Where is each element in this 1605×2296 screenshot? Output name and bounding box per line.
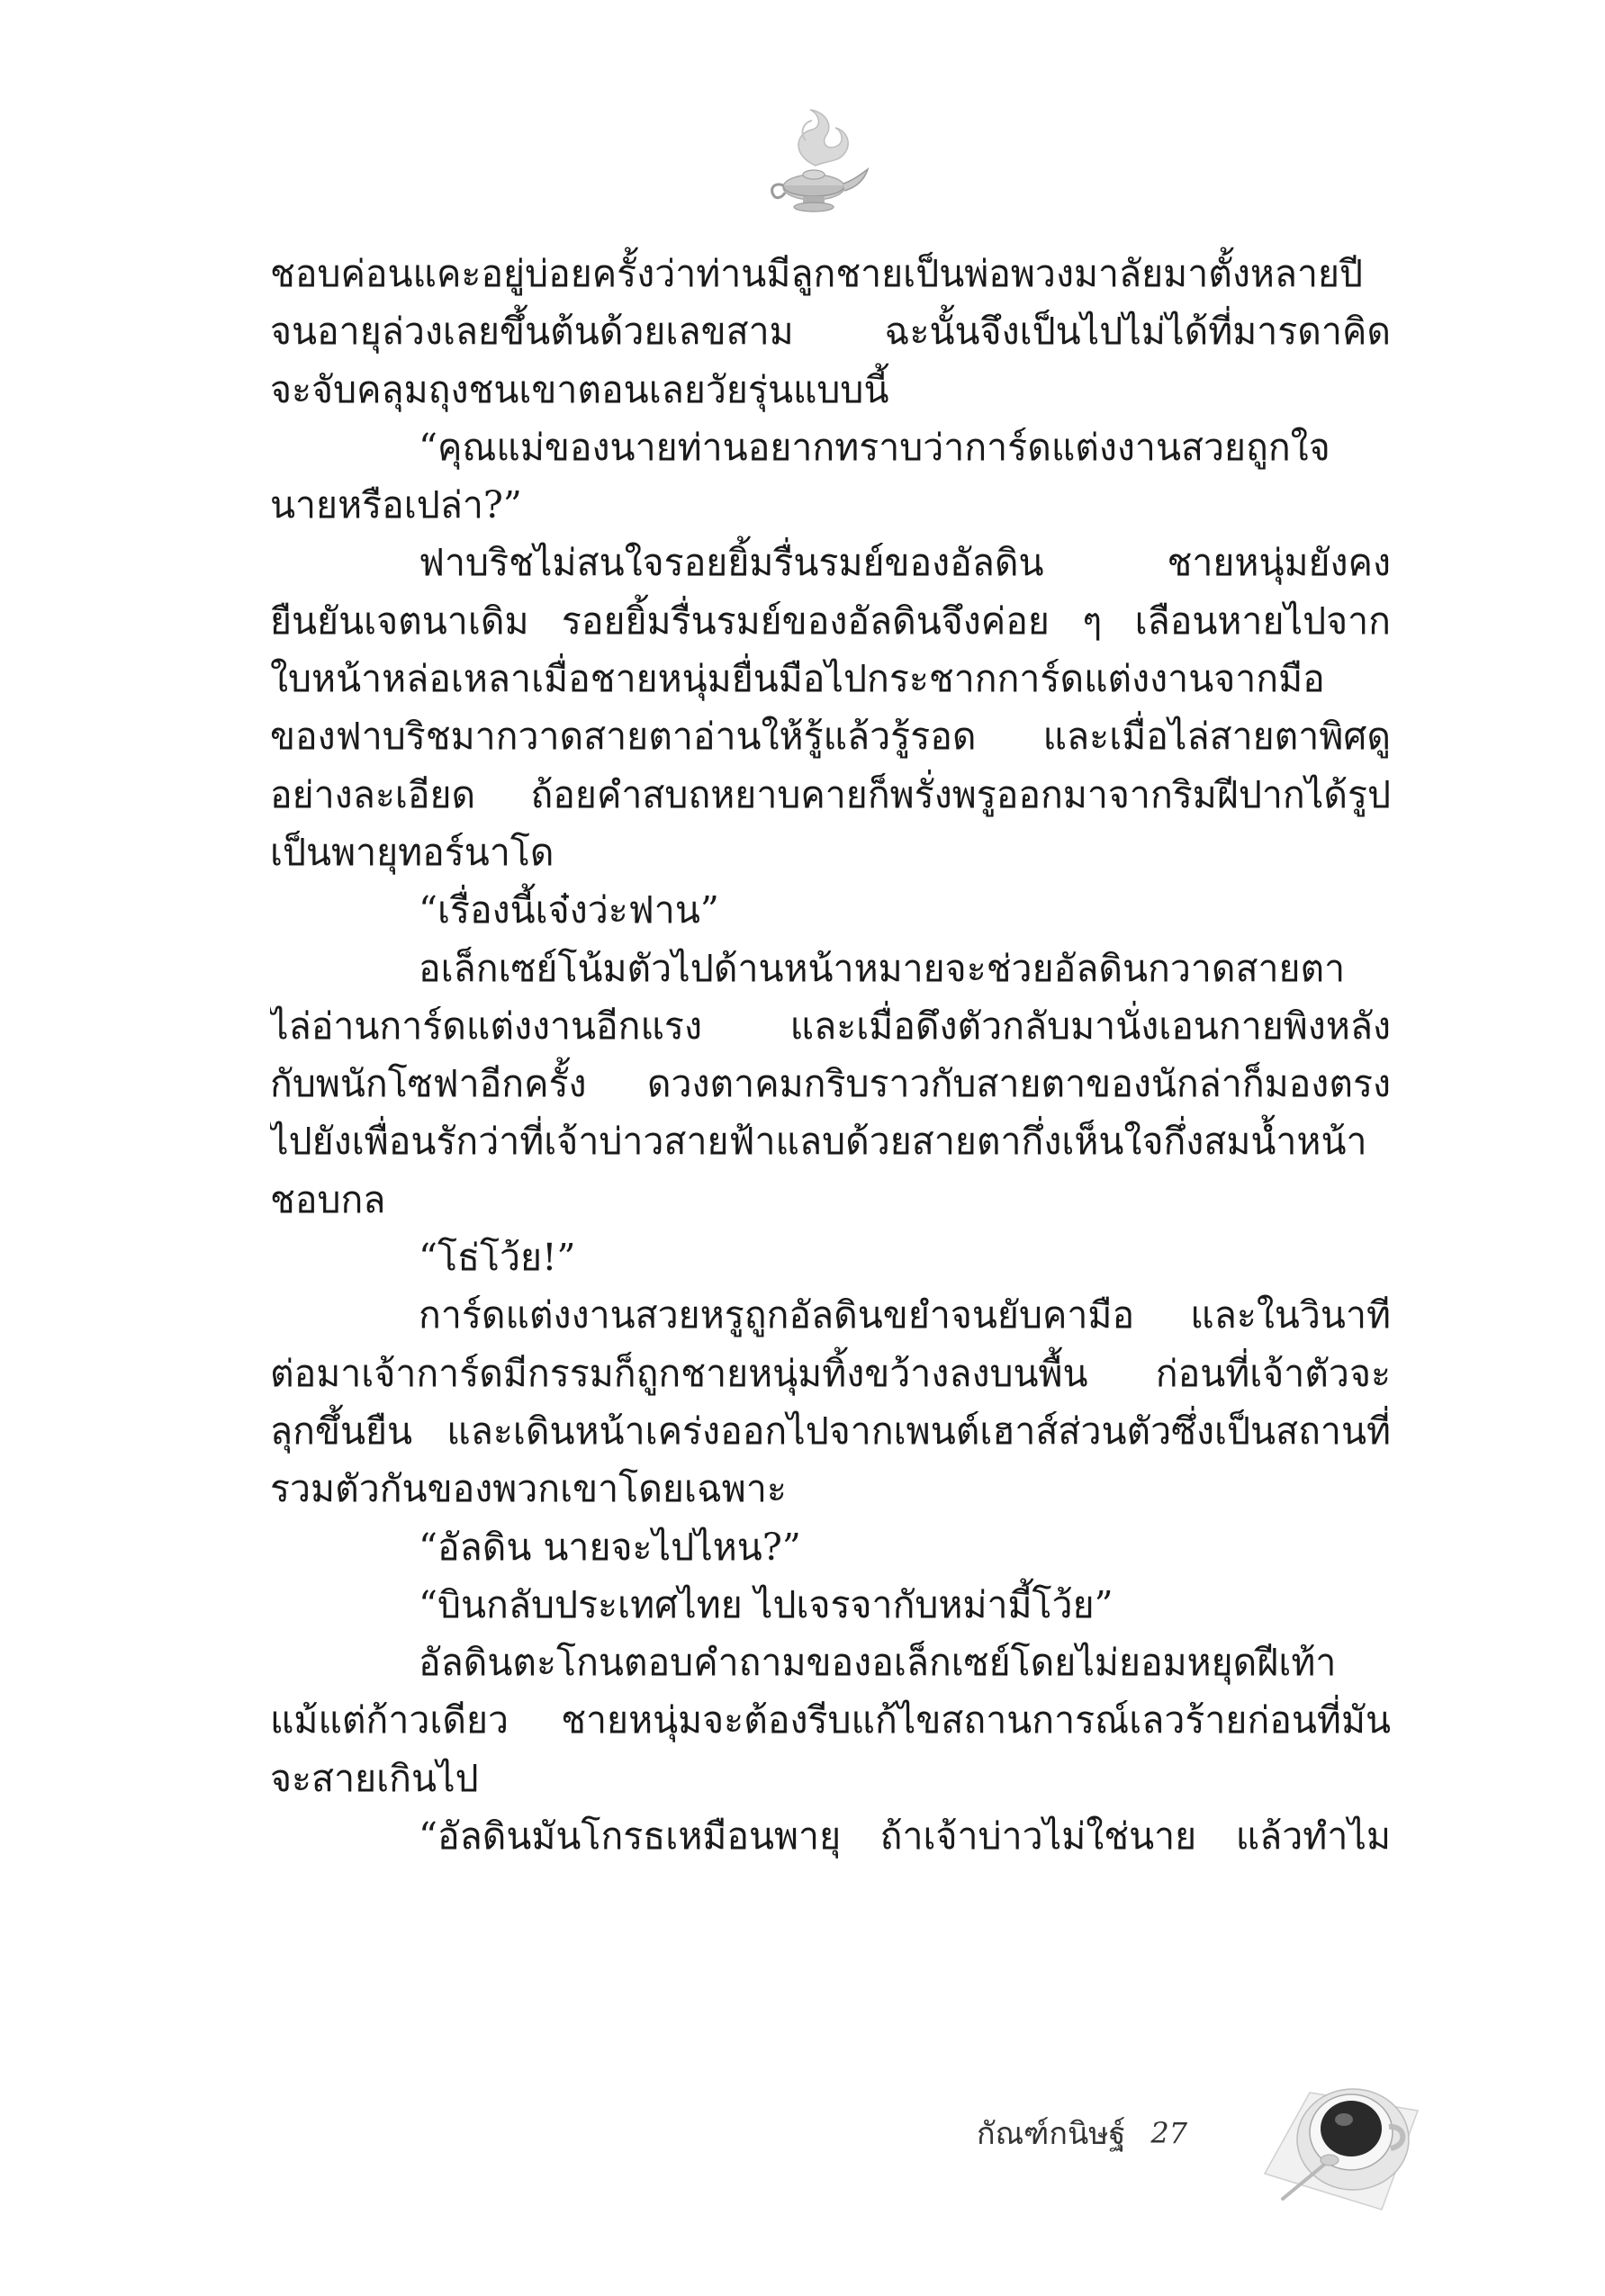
text-line: ฟาบริชไม่สนใจรอยยิ้มรื่นรมย์ของอัลดิน ชายหนุ่มยังคง — [419, 541, 1391, 585]
text-line: นายหรือเปล่า?” — [270, 483, 522, 527]
text-line: ยืนยันเจตนาเดิม รอยยิ้มรื่นรมย์ของอัลดินจึงค่อย ๆ เลือนหายไปจาก — [270, 599, 1391, 643]
text-line: จนอายุล่วงเลยขึ้นต้นด้วยเลขสาม ฉะนั้นจึงเป็นไปไม่ได้ที่มารดาคิด — [270, 310, 1391, 354]
text-line: “โธ่โว้ย!” — [419, 1236, 576, 1280]
text-line: “บินกลับประเทศไทย ไปเจรจากับหม่ามี้โว้ย” — [419, 1582, 1114, 1626]
text-line: อย่างละเอียด ถ้อยคำสบถหยาบคายก็พรั่งพรูออกมาจากริมฝีปากได้รูป — [270, 772, 1391, 816]
text-line: กับพนักโซฟาอีกครั้ง ดวงตาคมกริบราวกับสายตาของนักล่าก็มองตรง — [270, 1062, 1391, 1106]
text-line: จะจับคลุมถุงชนเขาตอนเลยวัยรุ่นแบบนี้ — [270, 367, 889, 411]
text-line: “คุณแม่ของนายท่านอยากทราบว่าการ์ดแต่งงานสวยถูกใจ — [419, 425, 1330, 469]
page-number: 27 — [1150, 2116, 1188, 2150]
text-line: “อัลดินมันโกรธเหมือนพายุ ถ้าเจ้าบ่าวไม่ใช่นาย แล้วทำไม — [419, 1814, 1391, 1859]
text-line: ของฟาบริชมากวาดสายตาอ่านให้รู้แล้วรู้รอด และเมื่อไล่สายตาพิศดู — [270, 715, 1391, 759]
coffee-cup-icon — [1247, 2039, 1427, 2219]
page-footer — [977, 2106, 1187, 2160]
text-line: จะสายเกินไป — [270, 1756, 479, 1800]
text-line: เป็นพายุทอร์นาโด — [270, 830, 555, 874]
text-line: ลุกขึ้นยืน และเดินหน้าเคร่งออกไปจากเพนต์เฮาส์ส่วนตัวซึ่งเป็นสถานที่ — [270, 1409, 1391, 1453]
body-text — [270, 245, 1391, 1865]
text-line: อเล็กเซย์โน้มตัวไปด้านหน้าหมายจะช่วยอัลดินกวาดสายตา — [419, 946, 1346, 990]
text-line: อัลดินตะโกนตอบคำถามของอเล็กเซย์โดยไม่ยอมหยุดฝีเท้า — [419, 1641, 1337, 1685]
text-line: ไปยังเพื่อนรักว่าที่เจ้าบ่าวสายฟ้าแลบด้วยสายตากึ่งเห็นใจกึ่งสมน้ำหน้า — [270, 1120, 1367, 1164]
text-line: ใบหน้าหล่อเหลาเมื่อชายหนุ่มยื่นมือไปกระชากการ์ดแต่งงานจากมือ — [270, 657, 1325, 701]
text-line: ต่อมาเจ้าการ์ดมีกรรมก็ถูกชายหนุ่มทิ้งขว้างลงบนพื้น ก่อนที่เจ้าตัวจะ — [270, 1351, 1391, 1395]
text-line: ชอบกล — [270, 1177, 386, 1221]
text-line: ชอบค่อนแคะอยู่บ่อยครั้งว่าท่านมีลูกชายเป็นพ่อพวงมาลัยมาตั้งหลายปี — [270, 252, 1364, 295]
book-title: กัณฑ์กนิษฐ์ — [977, 2116, 1126, 2152]
text-line: การ์ดแต่งงานสวยหรูถูกอัลดินขยำจนยับคามือ และในวินาที — [419, 1293, 1391, 1337]
text-line: รวมตัวกันของพวกเขาโดยเฉพาะ — [270, 1467, 787, 1511]
text-line: “เรื่องนี้เจ๋งว่ะฟาน” — [419, 888, 719, 932]
text-line: “อัลดิน นายจะไปไหน?” — [419, 1525, 801, 1569]
text-line: แม้แต่ก้าวเดียว ชายหนุ่มจะต้องรีบแก้ไขสถานการณ์เลวร้ายก่อนที่มัน — [270, 1698, 1391, 1742]
genie-lamp-icon — [756, 99, 873, 221]
text-line: ไล่อ่านการ์ดแต่งงานอีกแรง และเมื่อดึงตัวกลับมานั่งเอนกายพิงหลัง — [270, 1004, 1391, 1048]
